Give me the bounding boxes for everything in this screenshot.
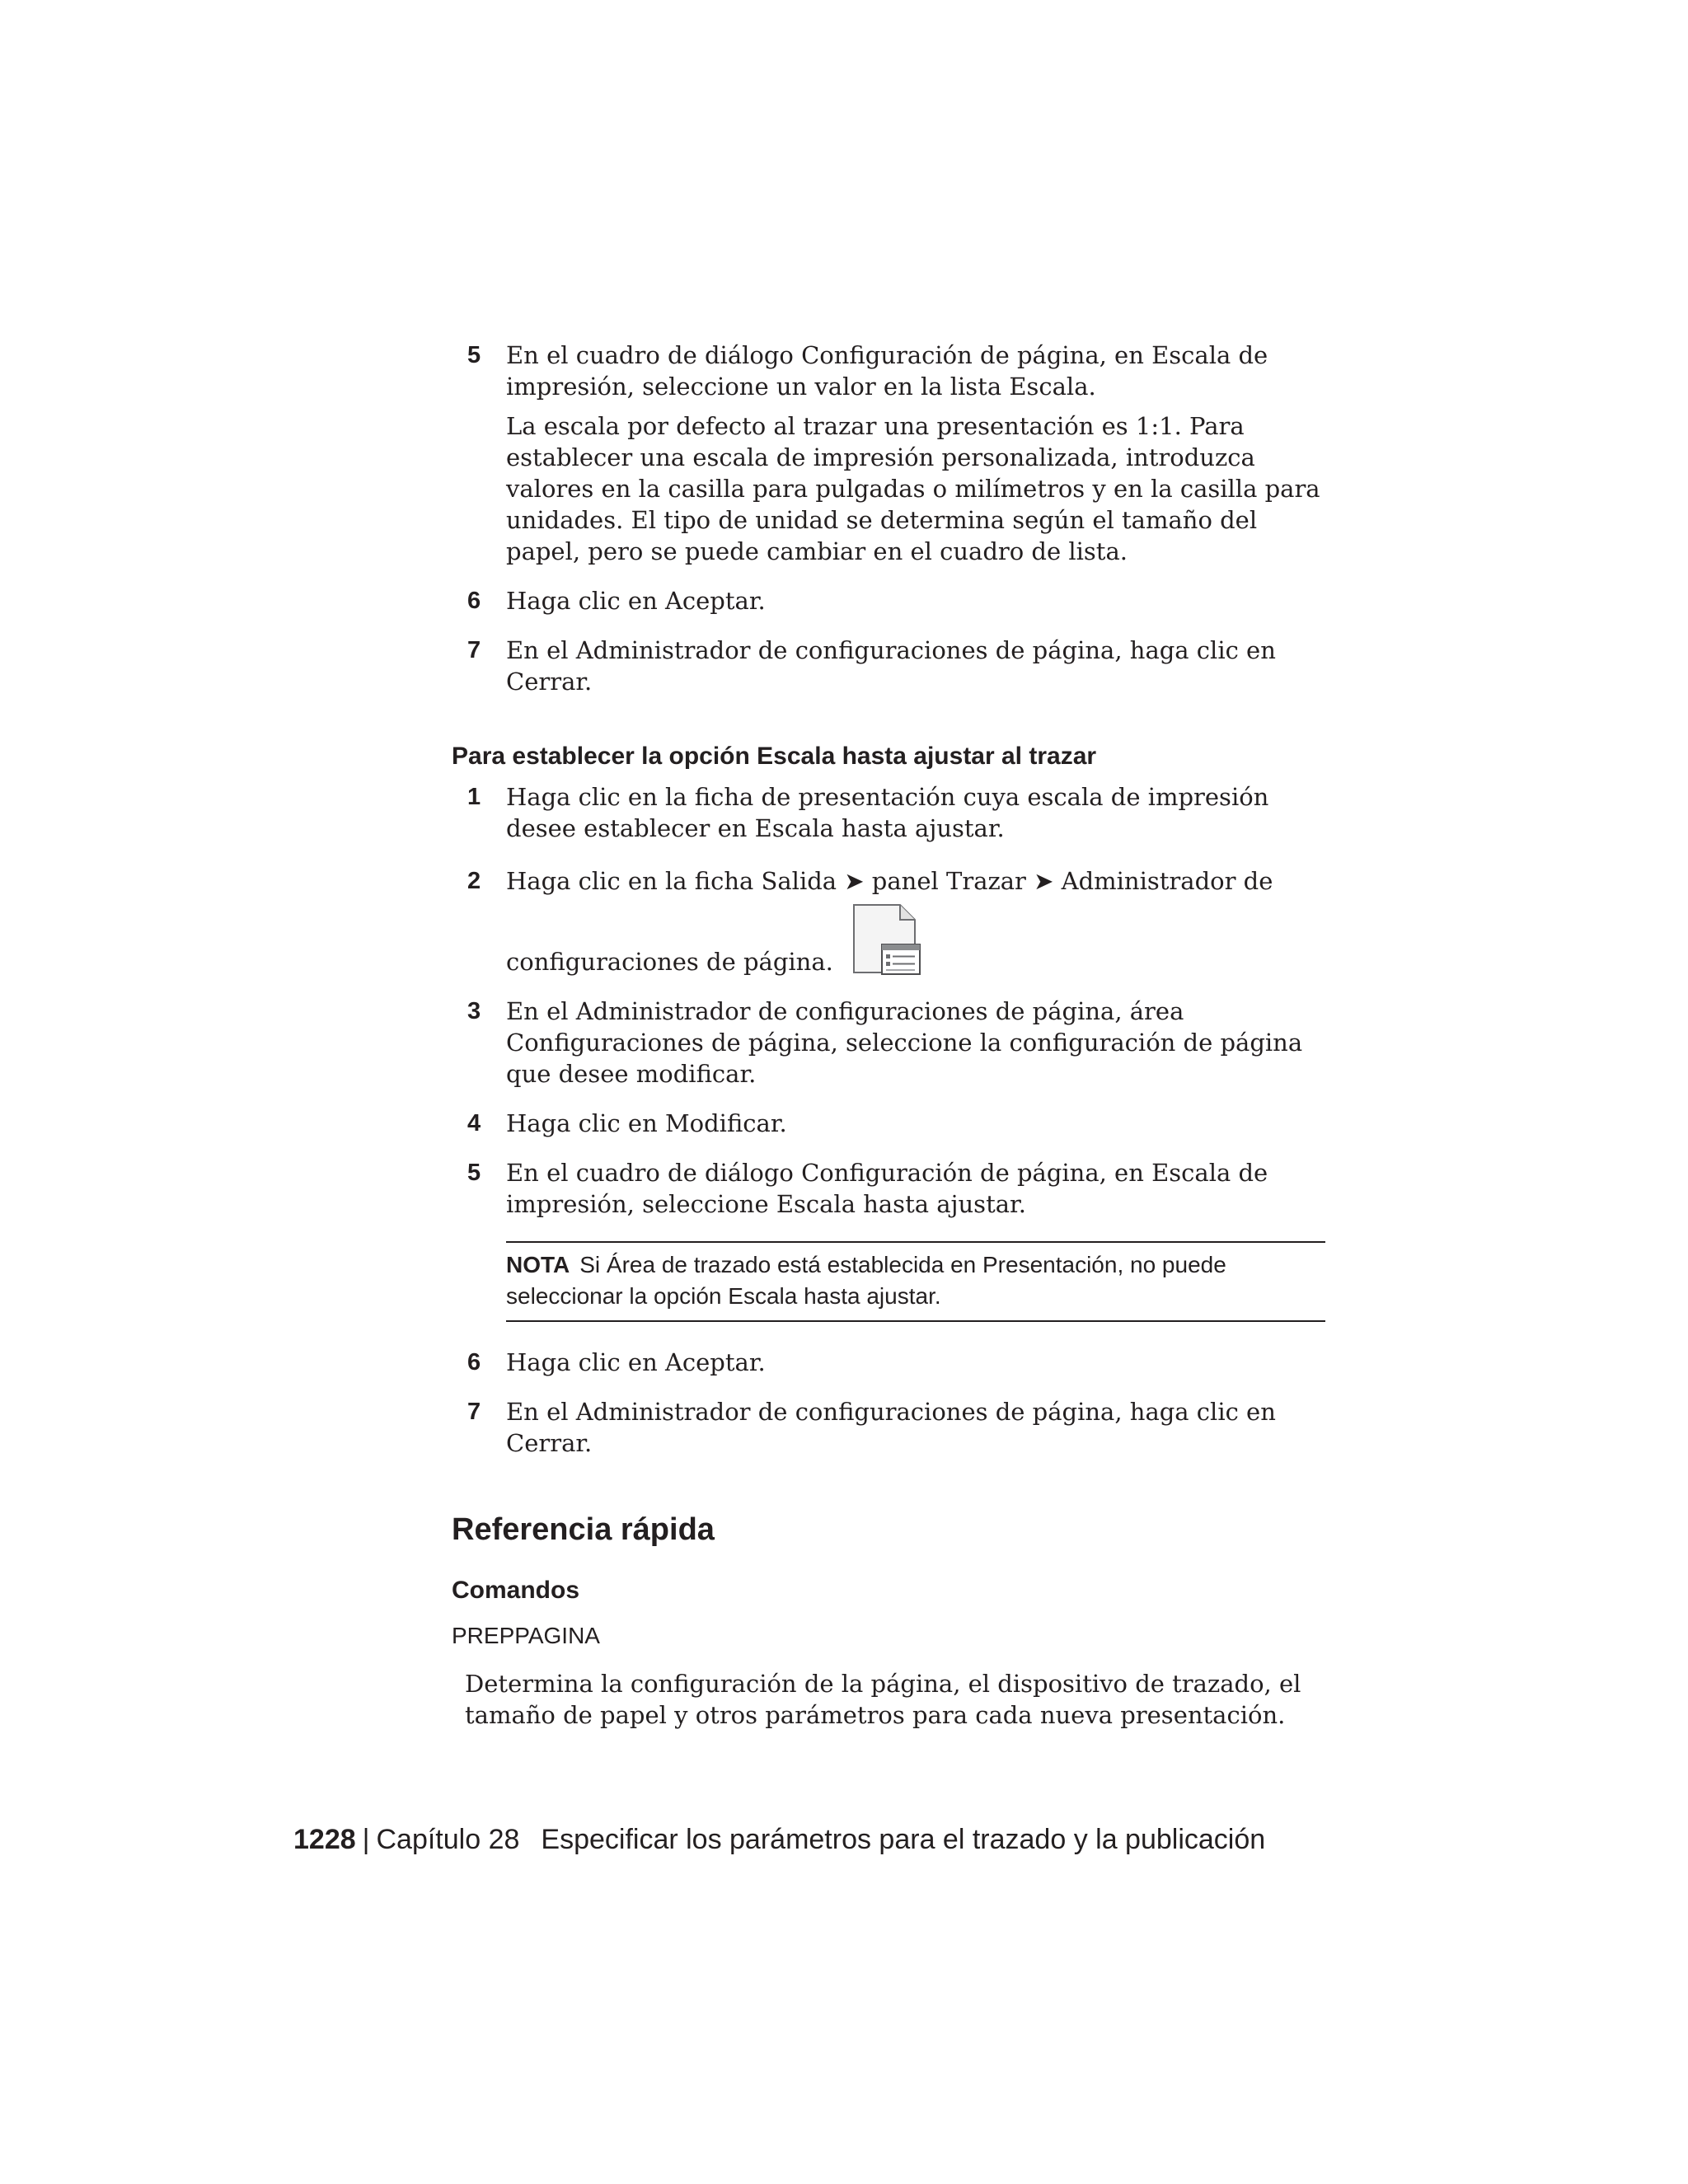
procedure-step-3 — [452, 996, 1325, 1090]
footer-chapter-title: Especificar los parámetros para el trazado y la publicación — [541, 1824, 1266, 1855]
step-5 — [452, 340, 1325, 567]
procedure-step-1 — [452, 781, 1325, 844]
step-number: 7 — [467, 1399, 481, 1425]
step-7 — [452, 635, 1325, 697]
footer-chapter: Capítulo 28 — [376, 1824, 520, 1855]
step-text: En el Administrador de configuraciones de página, haga clic en Cerrar. — [506, 1398, 1276, 1457]
step-text: Haga clic en Aceptar. — [506, 1348, 766, 1376]
step-number: 1 — [467, 784, 481, 810]
step-text: En el Administrador de configuraciones de página, área Configuraciones de página, seleccione la configuración de página que desee modificar. — [506, 997, 1303, 1088]
step-text: En el cuadro de diálogo Configuración de página, en Escala de impresión, seleccione un valor en la lista Escala. — [506, 341, 1268, 401]
procedure-step-7 — [452, 1396, 1325, 1459]
page-setup-manager-icon — [849, 903, 923, 977]
step-number: 4 — [467, 1110, 481, 1137]
page-footer — [293, 1821, 1265, 1858]
step-number: 3 — [467, 998, 481, 1024]
step-number: 6 — [467, 1349, 481, 1376]
step-number: 7 — [467, 637, 481, 663]
procedure-heading: Para establecer la opción Escala hasta ajustar al trazar — [452, 743, 1097, 770]
step-number: 5 — [467, 342, 481, 368]
step-text-line-1: Haga clic en la ficha Salida ➤ panel Trazar ➤ Administrador de — [506, 867, 1273, 895]
procedure-step-2 — [452, 865, 1325, 977]
step-note: La escala por defecto al trazar una presentación es 1:1. Para establecer una escala de impresión personalizada, introduzca valores en la casilla para pulgadas o milímetros y en la casilla para unidades. El tipo de unidad se determina según el tamaño del papel, pero se puede cambiar en el cuadro de lista. — [506, 412, 1320, 565]
note-box — [506, 1241, 1325, 1322]
note-text: Si Área de trazado está establecida en Presentación, no puede seleccionar la opción Escala hasta ajustar. — [506, 1252, 1226, 1309]
step-text-line-2: configuraciones de página. — [506, 948, 833, 976]
step-number: 5 — [467, 1160, 481, 1186]
footer-page-number: 1228 — [293, 1824, 356, 1855]
note-label: NOTA — [506, 1252, 570, 1277]
procedure-step-4 — [452, 1108, 1325, 1139]
step-6 — [452, 585, 1325, 616]
procedure-step-5 — [452, 1157, 1325, 1220]
commands-heading: Comandos — [452, 1577, 580, 1604]
step-text: En el cuadro de diálogo Configuración de página, en Escala de impresión, seleccione Escala hasta ajustar. — [506, 1159, 1268, 1218]
page-content — [452, 340, 1325, 1731]
command-description: Determina la configuración de la página, el dispositivo de trazado, el tamaño de papel y otros parámetros para cada nueva presentación. — [465, 1670, 1301, 1729]
step-text: En el Administrador de configuraciones de página, haga clic en Cerrar. — [506, 636, 1276, 696]
step-text: Haga clic en Aceptar. — [506, 587, 766, 615]
step-number: 2 — [467, 868, 481, 894]
step-number: 6 — [467, 588, 481, 614]
step-text: Haga clic en la ficha de presentación cuya escala de impresión desee establecer en Escala hasta ajustar. — [506, 783, 1269, 842]
procedure-step-6 — [452, 1347, 1325, 1378]
step-text-line-2-row — [506, 903, 1325, 977]
step-text: Haga clic en Modificar. — [506, 1109, 787, 1137]
footer-separator: | — [362, 1824, 370, 1855]
section-heading: Referencia rápida — [452, 1512, 715, 1547]
command-name: PREPPAGINA — [452, 1623, 600, 1648]
